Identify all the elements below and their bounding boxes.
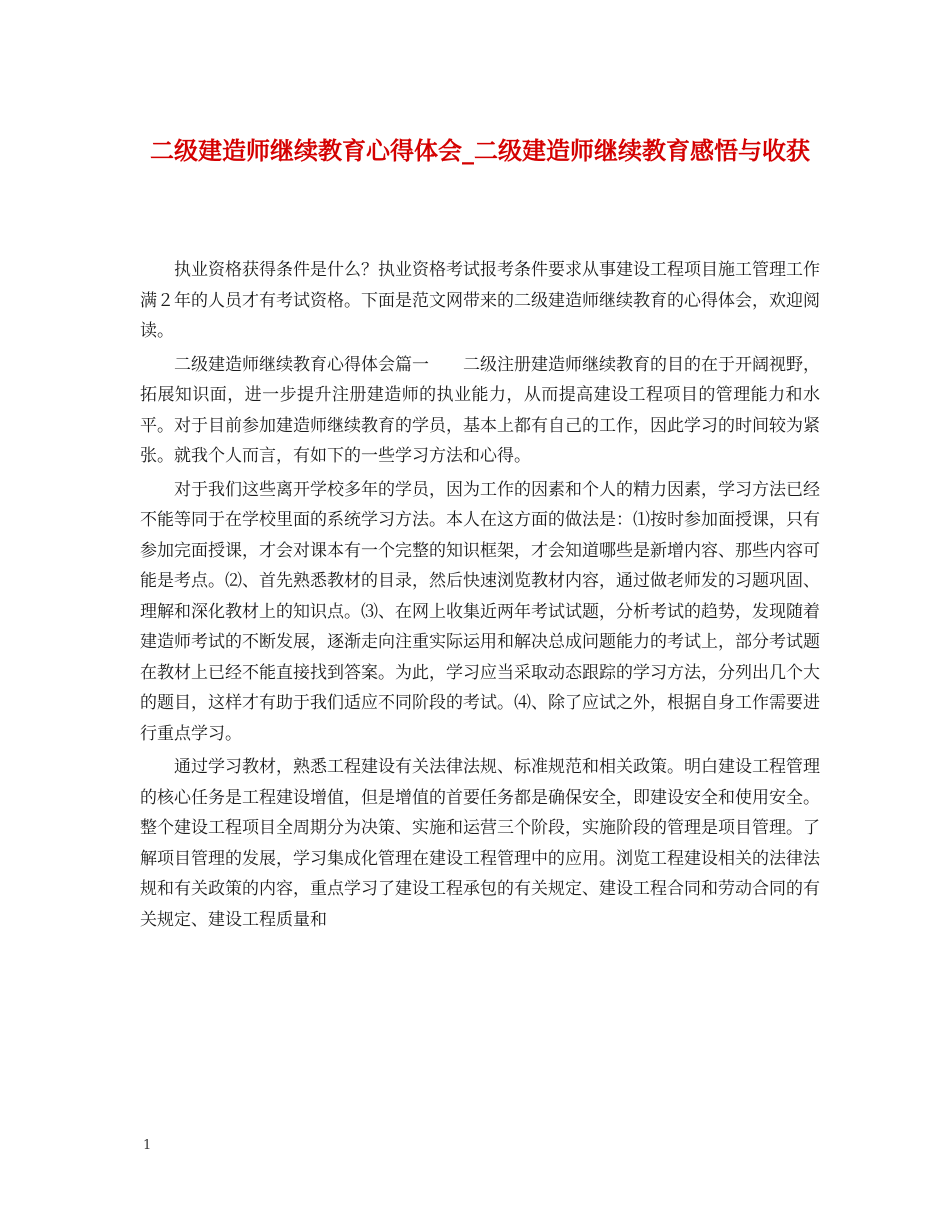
page-number: 1 <box>143 1138 152 1153</box>
paragraph-intro: 执业资格获得条件是什么？执业资格考试报考条件要求从事建设工程项目施工管理工作满２年的人员才有考试资格。下面是范文网带来的二级建造师继续教育的心得体会，欢迎阅读。 <box>140 260 820 341</box>
document-body <box>140 255 820 935</box>
paragraph-textbook-study: 通过学习教材，熟悉工程建设有关法律法规、标准规范和相关政策。明白建设工程管理的核心任务是工程建设增值，但是增值的首要任务都是确保安全，即建设安全和使用安全。整个建设工程项目全周期分为决策、实施和运营三个阶段，实施阶段的管理是项目管理。了解项目管理的发展，学习集成化管理在建设工程管理中的应用。浏览工程建设相关的法律法规和有关政策的内容，重点学习了建设工程承包的有关规定、建设工程合同和劳动合同的有关规定、建设工程质量和 <box>140 757 820 930</box>
paragraph-section-one: 二级建造师继续教育心得体会篇一 二级注册建造师继续教育的目的在于开阔视野，拓展知识面，进一步提升注册建造师的执业能力，从而提高建设工程项目的管理能力和水平。对于目前参加建造师继续教育的学员，基本上都有自己的工作，因此学习的时间较为紧张。就我个人而言，有如下的一些学习方法和心得。 <box>140 354 820 466</box>
paragraph-study-methods: 对于我们这些离开学校多年的学员，因为工作的因素和个人的精力因素，学习方法已经不能等同于在学校里面的系统学习方法。本人在这方面的做法是：⑴按时参加面授课，只有参加完面授课，才会对课本有一个完整的知识框架，才会知道哪些是新增内容、那些内容可能是考点。⑵、首先熟悉教材的目录，然后快速浏览教材内容，通过做老师发的习题巩固、理解和深化教材上的知识点。⑶、在网上收集近两年考试试题，分析考试的趋势，发现随着建造师考试的不断发展，逐渐走向注重实际运用和解决总成问题能力的考试上，部分考试题在教材上已经不能直接找到答案。为此，学习应当采取动态跟踪的学习方法，分列出几个大的题目，这样才有助于我们适应不同阶段的考试。⑷、除了应试之外，根据自身工作需要进行重点学习。 <box>140 479 820 744</box>
document-title: 二级建造师继续教育心得体会_二级建造师继续教育感悟与收获 <box>150 136 810 165</box>
